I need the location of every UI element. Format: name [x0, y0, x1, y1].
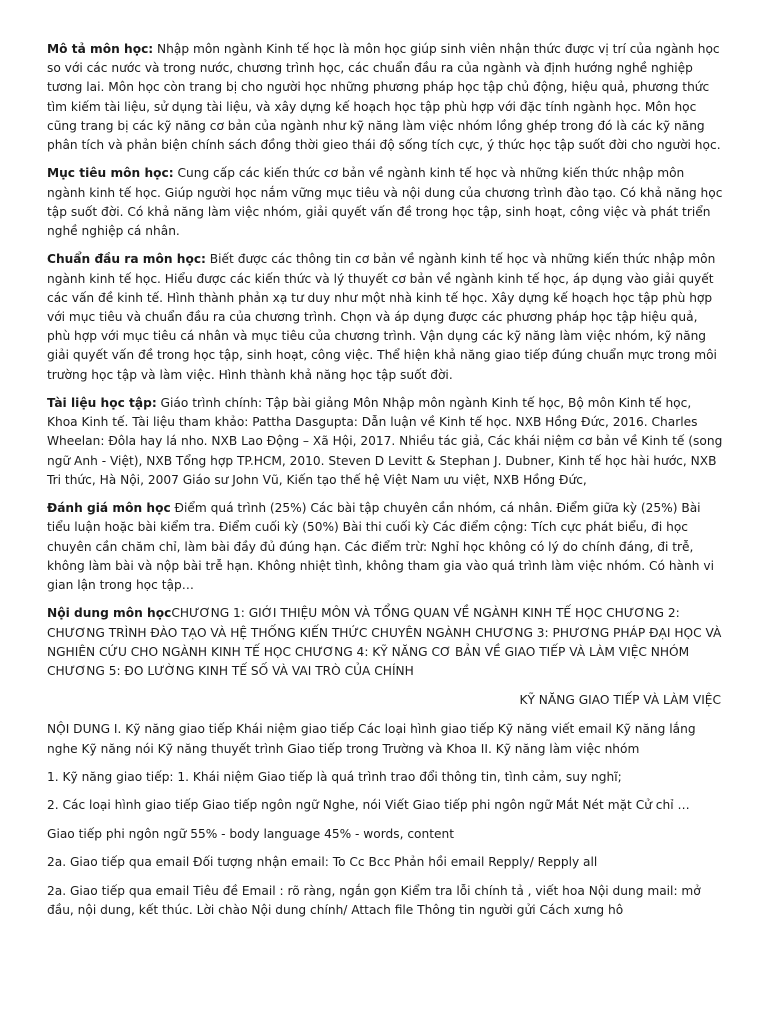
content-line-5: 2a. Giao tiếp qua email Tiêu đề Email : rõ ràng, ngắn gọn Kiểm tra lỗi chính tả , viết hoa Nội dung mail: mở đầu, nội dung, kết thúc. Lời chào Nội dung chính/ Attach file Thông tin người gửi Cách xưng hô	[47, 883, 701, 917]
section-text: CHƯƠNG 1: GIỚI THIỆU MÔN VÀ TỔNG QUAN VỀ NGÀNH KINH TẾ HỌC CHƯƠNG 2: CHƯƠNG TRÌNH ĐÀO TẠO VÀ HỆ THỐNG KIẾN THỨC CHUYÊN NGÀNH CHƯƠNG 3: PHƯƠNG PHÁP ĐẠI HỌC VÀ NGHIÊN CỨU CHO NGÀNH KINH TẾ HỌC CHƯƠNG 4: KỸ NĂNG CƠ BẢN VỀ GIAO TIẾP VÀ LÀM VIỆC NHÓM CHƯƠNG 5: ĐO LƯỜNG KINH TẾ SỐ VÀ VAI TRÒ CỦA CHÍNH	[47, 606, 722, 679]
section-text: Biết được các thông tin cơ bản về ngành kinh tế học và những kiến thức nhập môn ngành kinh tế học. Hiểu được các kiến thức và lý thuyết cơ bản về ngành kinh tế học, áp dụng vào giải quyết các vấn đề kinh tế. Hình thành phản xạ tư duy như một nhà kinh tế học. Xây dựng kế hoạch học tập phù hợp với mục tiêu và chuẩn đầu ra của chương trình. Chọn và áp dụng được các phương pháp học tập hiệu quả, phù hợp với mục tiêu cá nhân và mục tiêu của chương trình. Vận dụng các kỹ năng làm việc nhóm, kỹ năng giải quyết vấn đề trong học tập, sinh hoạt, công việc. Thể hiện khả năng giao tiếp đúng chuẩn mực trong môi trường học tập và làm việc. Hình thành khả năng học tập suốt đời.	[47, 252, 717, 382]
section-mo-ta	[47, 40, 724, 155]
section-label: Nội dung môn học	[47, 606, 172, 621]
section-text: Điểm quá trình (25%) Các bài tập chuyên cần nhóm, cá nhân. Điểm giữa kỳ (25%) Bài tiểu luận hoặc bài kiểm tra. Điểm cuối kỳ (50%) Bài thi cuối kỳ Các điểm cộng: Tích cực phát biểu, đi học chuyên cần chăm chỉ, làm bài đầy đủ đúng hạn. Các điểm trừ: Nghỉ học không có lý do chính đáng, đi trễ, không làm bài và nộp bài trễ hạn. Không nhiệt tình, không tham gia vào quá trình làm việc nhóm. Có hành vi gian lận trong học tập…	[47, 501, 714, 593]
content-line-4: 2a. Giao tiếp qua email Đối tượng nhận email: To Cc Bcc Phản hồi email Repply/ Repply all	[47, 855, 598, 870]
right-heading: KỸ NĂNG GIAO TIẾP VÀ LÀM VIỆC	[519, 693, 721, 708]
section-label: Đánh giá môn học	[47, 501, 171, 516]
section-text: Cung cấp các kiến thức cơ bản về ngành kinh tế học và những kiến thức nhập môn ngành kinh tế học. Giúp người học nắm vững mục tiêu và nội dung của chương trình đào tạo. Có khả năng học tập suốt đời. Có khả năng làm việc nhóm, giải quyết vấn đề trong học tập, sinh hoạt, công việc và phát triển nghề nghiệp cá nhân.	[47, 166, 723, 239]
section-danh-gia	[47, 499, 724, 595]
section-label: Chuẩn đầu ra môn học:	[47, 252, 206, 267]
content-line-2: 2. Các loại hình giao tiếp Giao tiếp ngôn ngữ Nghe, nói Viết Giao tiếp phi ngôn ngữ Mắt Nét mặt Cử chỉ …	[47, 798, 690, 813]
section-chuan-dau-ra	[47, 250, 724, 384]
section-label: Tài liệu học tập:	[47, 396, 157, 411]
section-tai-lieu	[47, 394, 724, 490]
section-text: Giáo trình chính: Tập bài giảng Môn Nhập môn ngành Kinh tế học, Bộ môn Kinh tế học, Khoa Kinh tế. Tài liệu tham khảo: Pattha Dasgupta: Dẫn luận về Kinh tế học. NXB Hồng Đức, 2016. Charles Wheelan: Đôla hay lá nho. NXB Lao Động – Xã Hội, 2017. Nhiều tác giả, Các khái niệm cơ bản về Kinh tế (song ngữ Anh - Việt), NXB Tổng hợp TP.HCM, 2010. Steven D Levitt & Stephan J. Dubner, Kinh tế học hài hước, NXB Tri thức, Hà Nội, 2007 Giáo sư John Vũ, Kiến tạo thế hệ Việt Nam ưu việt, NXB Hồng Đức,	[47, 396, 723, 487]
section-text: Nhập môn ngành Kinh tế học là môn học giúp sinh viên nhận thức được vị trí của ngành học so với các nước và trong nước, chương trình học, các chuẩn đầu ra của ngành và định hướng nghề nghiệp tương lai. Môn học còn trang bị cho người học những phương pháp học tập chủ động, hiệu quả, phương thức tìm kiếm tài liệu, sử dụng tài liệu, và xây dựng kế hoạch học tập phù hợp với đặc tính ngành học. Môn học cũng trang bị các kỹ năng cơ bản của ngành như kỹ năng làm việc nhóm lồng ghép trong đó là các kỹ năng phân tích và phản biện chính sách đồng thời gieo thái độ sống tích cực, ý thức học tập suốt đời cho người học.	[47, 42, 721, 153]
content-line-3: Giao tiếp phi ngôn ngữ 55% - body language 45% - words, content	[47, 826, 455, 841]
content-line-0: NỘI DUNG I. Kỹ năng giao tiếp Khái niệm giao tiếp Các loại hình giao tiếp Kỹ năng viết email Kỹ năng lắng nghe Kỹ năng nói Kỹ năng thuyết trình Giao tiếp trong Trường và Khoa II. Kỹ năng làm việc nhóm	[47, 722, 696, 756]
section-noi-dung	[47, 604, 724, 681]
section-muc-tieu	[47, 164, 724, 241]
section-label: Mục tiêu môn học:	[47, 166, 174, 181]
section-label: Mô tả môn học:	[47, 42, 154, 56]
content-line-1: 1. Kỹ năng giao tiếp: 1. Khái niệm Giao tiếp là quá trình trao đổi thông tin, tình cảm, suy nghĩ;	[47, 770, 622, 785]
